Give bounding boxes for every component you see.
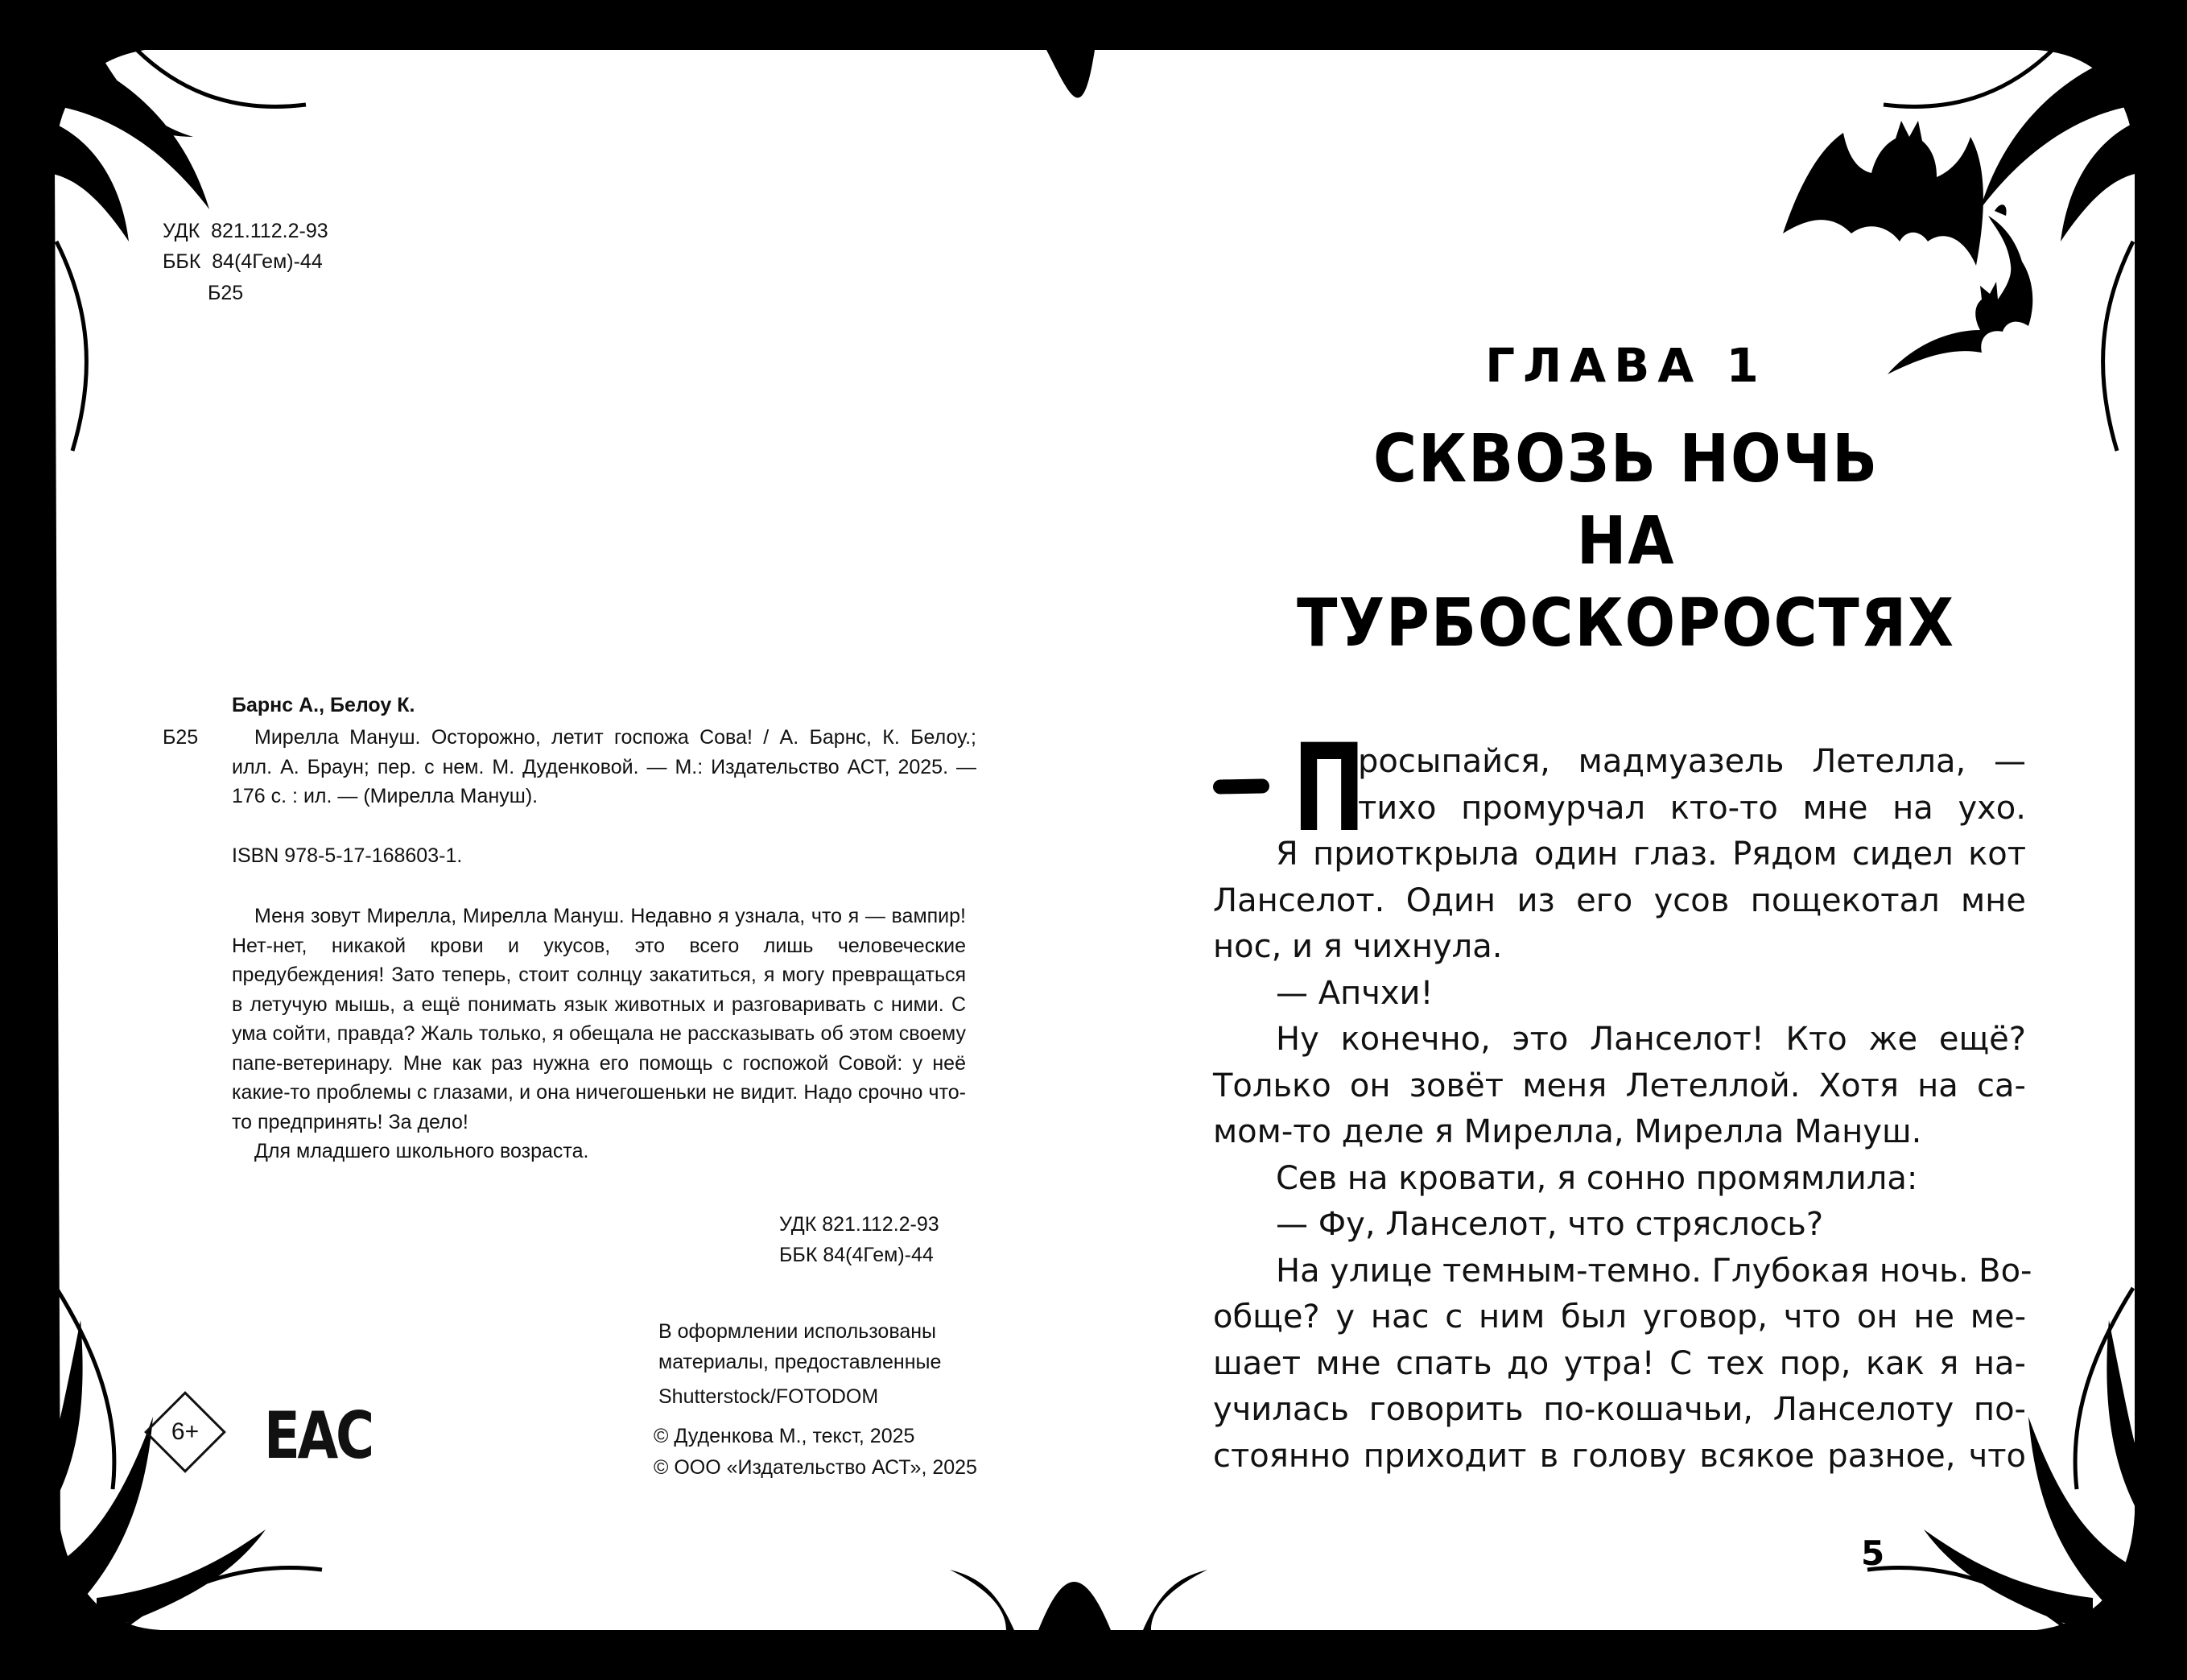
chapter-title-line: СКВОЗЬ НОЧЬ: [1372, 421, 1880, 497]
body-line: Только он зовёт меня Летеллой. Хотя на са-: [1213, 1067, 2026, 1104]
card-bibliographic: [232, 723, 976, 811]
credits-line2: материалы, предоставленные: [658, 1351, 942, 1373]
body-line: училась говорить по-кошачьи, Ланселоту по-: [1213, 1391, 2026, 1428]
chapter-title-line: НА ТУРБОСКОРОСТЯХ: [1297, 503, 1955, 662]
age-rating-label: 6+: [171, 1418, 200, 1445]
body-line: На улице темным-темно. Глубокая ночь. Во-: [1276, 1252, 2032, 1290]
body-line: Ну конечно, это Ланселот! Кто же ещё?: [1276, 1021, 2026, 1058]
annotation-text: Меня зовут Мирелла, Мирелла Мануш. Недавно я узнала, что я — вампир! Нет-нет, никакой крови и укусов, это всего лишь человеческие предубеждения! Зато теперь, стоит солнцу закатиться, я могу превращаться в летучую мышь, а ещё понимать язык животных и разговаривать с ними. С ума сойти, правда? Жаль только, я обещала не рассказывать об этом своему папе-ветеринару. Мне как раз нужна его помощь с госпожой Совой: у неё какие-то проблемы с глазами, и она ничегошеньки не видит. Надо срочно что-то предпринять! За дело!: [232, 905, 966, 1133]
body-line: — Апчхи!: [1276, 974, 1434, 1012]
chapter-title: [1249, 419, 2003, 665]
page-number: 5: [1861, 1533, 1885, 1573]
credits-line3: Shutterstock/FOTODOM: [658, 1385, 879, 1408]
body-line: обще? у нас с ним был уговор, что он не ме-: [1213, 1298, 2026, 1335]
card-title-line: Мирелла Мануш. Осторожно, летит госпожа Сова! / А. Барнс, К. Белоу.;: [254, 726, 976, 749]
body-line: нос, и я чихнула.: [1213, 928, 1503, 965]
card-annotation: [232, 902, 966, 1166]
imprint-bbk: ББК 84(4Гем)-44: [163, 250, 323, 273]
body-line: тихо промурчал кто-то мне на ухо.: [1358, 789, 2026, 827]
card-title-line: илл. А. Браун; пер. с нем. М. Дуденковой. — М.: Издательство АСТ, 2025. —: [232, 755, 976, 778]
card-udk: УДК 821.112.2-93: [779, 1213, 939, 1236]
body-line: росыпайся, мадмуазель Летелла, —: [1358, 743, 2026, 780]
imprint-code: Б25: [208, 282, 244, 304]
credits-line1: В оформлении использованы: [658, 1320, 936, 1343]
body-line: стоянно приходит в голову всякое разное, что: [1213, 1437, 2026, 1475]
annotation-audience: Для младшего школьного возраста.: [254, 1140, 589, 1162]
card-authors: Барнс А., Белоу К.: [232, 694, 415, 716]
card-bbk: ББК 84(4Гем)-44: [779, 1244, 934, 1266]
body-line: Сев на кровати, я сонно промямлила:: [1276, 1159, 1918, 1197]
body-line: Я приоткрыла один глаз. Рядом сидел кот: [1276, 836, 2026, 873]
body-line: шает мне спать до утра! С тех пор, как я на-: [1213, 1344, 2026, 1382]
imprint-udk: УДК 821.112.2-93: [163, 220, 328, 242]
body-line: Ланселот. Один из его усов пощекотал мне: [1213, 881, 2026, 919]
card-title-line: 176 с. : ил. — (Мирелла Мануш).: [232, 785, 538, 807]
card-code: Б25: [163, 726, 199, 749]
copyright-publisher: © ООО «Издательство АСТ», 2025: [654, 1456, 977, 1479]
body-line: — Фу, Ланселот, что стряслось?: [1276, 1206, 1824, 1243]
chapter-body: [1213, 739, 2032, 1480]
age-rating-badge: [143, 1390, 227, 1474]
copyright-text: © Дуденкова М., текст, 2025: [654, 1425, 915, 1447]
eac-mark: EAC: [264, 1398, 372, 1473]
body-line: мом-то деле я Мирелла, Мирелла Мануш.: [1213, 1113, 1922, 1150]
drop-cap: П: [1293, 719, 1366, 859]
card-isbn: ISBN 978-5-17-168603-1.: [232, 844, 463, 867]
chapter-label: ГЛАВА 1: [1485, 338, 1767, 393]
